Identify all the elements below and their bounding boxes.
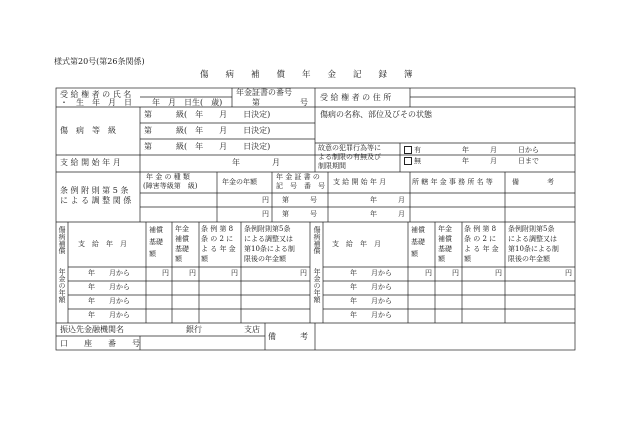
annual-side-label: 年金の年額 <box>313 268 321 303</box>
bank-suffix: 銀行 <box>186 325 202 334</box>
injury-grade-row: 第 級( 年 月 日決定) <box>144 110 271 119</box>
pension-type-header: (障害等級第 級) <box>143 182 198 190</box>
condition-label: 傷病の名称、部位及びその状態 <box>320 110 432 119</box>
annual-side-label: 傷病補償 <box>313 226 321 254</box>
bank-remarks-label: 備 考 <box>268 332 308 341</box>
restriction-from: 年 月 日から <box>462 146 539 154</box>
account-label: 口 座 番 号 <box>60 339 140 348</box>
yen-unit: 円 <box>425 269 432 277</box>
col-base-header: 補償 <box>149 226 163 234</box>
recipient-address-label: 受 給 権 者 の 住 所 <box>320 93 392 102</box>
month-value: 年 月 <box>370 196 405 204</box>
restriction-to: 年 月 日まで <box>462 157 539 165</box>
branch-suffix: 支店 <box>244 325 260 334</box>
row-month: 年 月から <box>350 283 392 291</box>
bank-label: 振込先金融機関名 <box>60 325 124 334</box>
col-art8-header: 条 例 第 8 <box>464 225 497 233</box>
crime-restriction-label: 故意の犯罪行為等に <box>318 144 381 152</box>
cert-value: 第 号 <box>282 196 317 204</box>
payment-start-label: 支 給 開 始 年 月 <box>60 158 121 167</box>
row-month: 年 月から <box>88 269 130 277</box>
remarks-header: 備 考 <box>512 178 554 186</box>
yen-unit: 円 <box>162 269 169 277</box>
injury-grade-row: 第 級( 年 月 日決定) <box>144 142 271 151</box>
col-pension-base-header: 年金 <box>175 225 189 233</box>
col-pension-base-header: 額 <box>438 255 445 263</box>
col-adjust-header: 第10条による制 <box>508 245 559 253</box>
col-art8-header: 条 の 2 に <box>464 235 497 243</box>
row-month: 年 月から <box>350 269 392 277</box>
checkbox-icon <box>404 157 412 165</box>
pension-cert-value: 第 号 <box>252 98 308 107</box>
yen-unit: 円 <box>452 269 459 277</box>
col-art8-header: 額 <box>201 255 208 263</box>
form-number: 様式第20号(第26条関係) <box>54 57 145 66</box>
row-month: 年 月から <box>88 283 130 291</box>
yen-unit: 円 <box>300 269 307 277</box>
col-art8-header: よ る 年 金 <box>464 245 499 253</box>
col-base-header: 額 <box>411 250 418 258</box>
crime-restriction-label: よる制限の有無及び <box>318 153 381 161</box>
col-pension-base-header: 基礎 <box>175 245 189 253</box>
col-base-header: 基礎 <box>411 238 425 246</box>
yen-unit: 円 <box>231 269 238 277</box>
col-adjust-header: による調整又は <box>244 235 293 243</box>
annual-side-label: 傷病補償 <box>58 226 66 254</box>
col-art8-header: 額 <box>464 255 471 263</box>
crime-restriction-label: 制限期間 <box>318 162 346 170</box>
pension-type-header: 年 金 の 種 類 <box>146 173 190 181</box>
option-no[interactable]: 無 <box>404 157 421 165</box>
recipient-dob-label: ・ 生 年 月 日 <box>60 98 132 107</box>
page-title: 傷 病 補 償 年 金 記 録 簿 <box>200 70 413 80</box>
col-pension-base-header: 基礎 <box>438 245 452 253</box>
col-payment-header: 支 給 年 月 <box>332 240 381 248</box>
col-adjust-header: 限後の年金額 <box>508 255 550 263</box>
yen-unit: 円 <box>495 269 502 277</box>
row-month: 年 月から <box>88 311 130 319</box>
col-pension-base-header: 額 <box>175 255 182 263</box>
yen-unit: 円 <box>262 210 269 218</box>
col-pension-base-header: 補償 <box>175 235 189 243</box>
col-payment-header: 支 給 年 月 <box>78 240 127 248</box>
pension-amount-header: 年金の年額 <box>222 178 257 186</box>
row-month: 年 月から <box>350 297 392 305</box>
col-base-header: 基礎 <box>149 238 163 246</box>
recipient-dob-value: 年 月 日生( 歳) <box>152 98 223 107</box>
pension-cert-label: 年金証書の番号 <box>236 88 292 97</box>
col-adjust-header: 条例附則第5条 <box>508 225 555 233</box>
yen-unit: 円 <box>189 269 196 277</box>
col-adjust-header: 限後の年金額 <box>244 255 286 263</box>
adjustment-label: 条 例 附 則 第 5 条 <box>60 186 129 195</box>
yen-unit: 円 <box>262 196 269 204</box>
adjustment-label: に よ る 調 整 関 係 <box>60 196 132 205</box>
row-month: 年 月から <box>350 311 392 319</box>
col-adjust-header: による調整又は <box>508 235 557 243</box>
col-adjust-header: 第10条による制 <box>244 245 295 253</box>
start-month-header: 支 給 開 始 年 月 <box>333 178 387 186</box>
cert-number-header: 記 号 番 号 <box>276 182 325 190</box>
form-border <box>56 88 575 350</box>
cert-number-header: 年 金 証 書 の <box>276 173 320 181</box>
payment-start-value: 年 月 <box>232 158 280 167</box>
col-adjust-header: 条例附則第5条 <box>244 225 291 233</box>
col-art8-header: よ る 年 金 <box>201 245 236 253</box>
col-pension-base-header: 年金 <box>438 225 452 233</box>
col-base-header: 額 <box>149 250 156 258</box>
row-month: 年 月から <box>88 297 130 305</box>
injury-grade-label: 傷 病 等 級 <box>60 126 116 135</box>
col-base-header: 補償 <box>411 226 425 234</box>
checkbox-icon <box>404 146 412 154</box>
recipient-name-label: 受 給 権 者 の 氏 名 <box>60 90 132 99</box>
option-yes[interactable]: 有 <box>404 146 421 154</box>
office-header: 所 轄 年 金 事 務 所 名 等 <box>412 178 493 186</box>
col-art8-header: 条 の 2 に <box>201 235 234 243</box>
col-art8-header: 条 例 第 8 <box>201 225 234 233</box>
col-pension-base-header: 補償 <box>438 235 452 243</box>
cert-value: 第 号 <box>282 210 317 218</box>
injury-grade-row: 第 級( 年 月 日決定) <box>144 126 271 135</box>
annual-side-label: 年金の年額 <box>58 268 66 303</box>
month-value: 年 月 <box>370 210 405 218</box>
yen-unit: 円 <box>565 269 572 277</box>
